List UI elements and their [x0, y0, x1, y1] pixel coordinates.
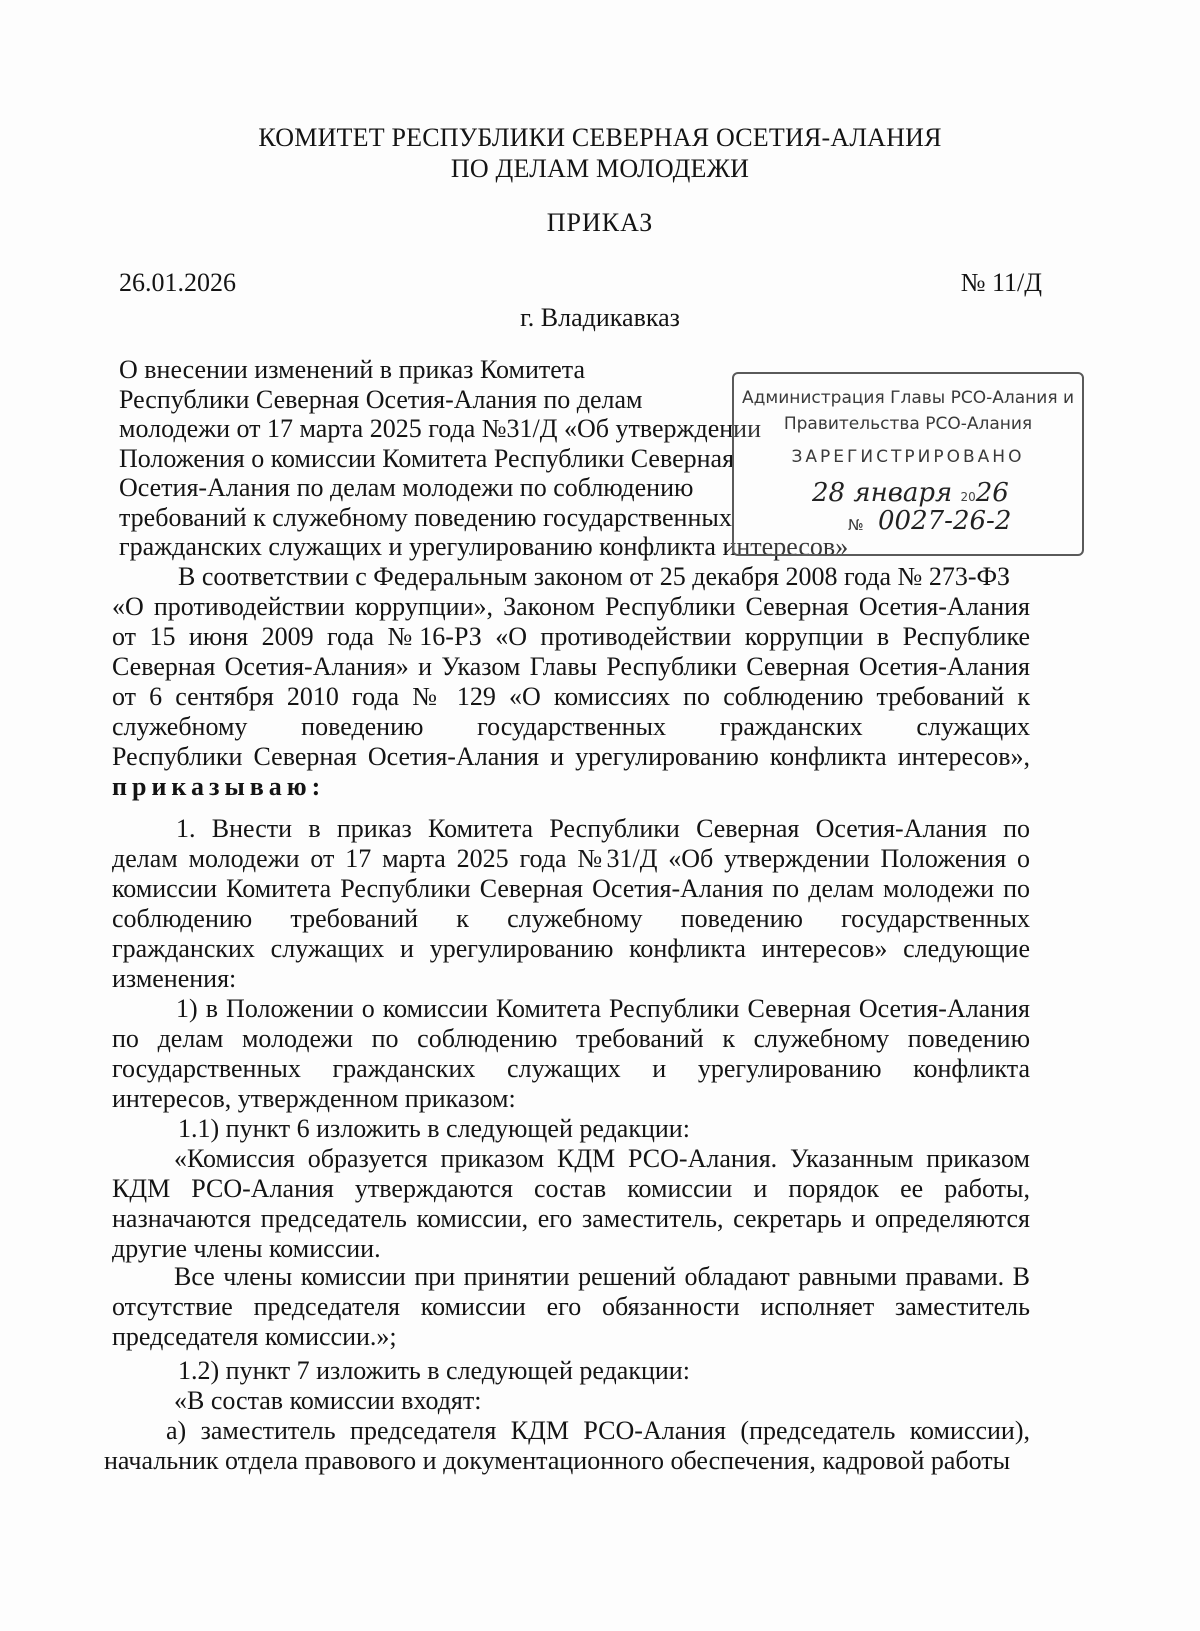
preamble	[112, 562, 1030, 802]
item-1-line: изменения:	[112, 964, 237, 993]
subitem-1-line: государственных гражданских служащих и урегулированию конфликта	[112, 1054, 1030, 1083]
preamble-line: В соответствии с Федеральным законом от 25 декабря 2008 года № 273-ФЗ	[178, 562, 1011, 591]
point-7-a-line: а) заместитель председателя КДМ РСО-Алания (председатель комиссии),	[166, 1416, 1030, 1445]
subject-line: О внесении изменений в приказ Комитета	[119, 355, 585, 384]
preamble-line: Республики Северная Осетия-Алания и урегулированию конфликта интересов»,	[112, 742, 1030, 771]
stamp-authority-line2: Правительства РСО-Алания	[783, 414, 1033, 434]
subitem-1-line: по делам молодежи по соблюдению требований к служебному поведению	[112, 1024, 1030, 1053]
subitem-1-line: интересов, утвержденном приказом:	[112, 1084, 516, 1113]
preamble-line: служебному поведению государственных гражданских служащих	[112, 712, 1030, 741]
organization-name-line1: КОМИТЕТ РЕСПУБЛИКИ СЕВЕРНАЯ ОСЕТИЯ-АЛАНИЯ	[258, 123, 942, 152]
point-6-line: «Комиссия образуется приказом КДМ РСО-Алания. Указанным приказом	[174, 1144, 1030, 1173]
point-7-heading: 1.2) пункт 7 изложить в следующей редакции:	[178, 1356, 690, 1385]
stamp-status: ЗАРЕГИСТРИРОВАНО	[791, 447, 1025, 467]
point-6-heading: 1.1) пункт 6 изложить в следующей редакции:	[178, 1114, 690, 1143]
document-date: 26.01.2026	[119, 268, 236, 297]
item-1-line: комиссии Комитета Республики Северная Осетия-Алания по делам молодежи по	[112, 874, 1030, 903]
subitem-1-line: 1) в Положении о комиссии Комитета Республики Северная Осетия-Алания	[176, 994, 1030, 1023]
registration-stamp	[732, 372, 1084, 556]
point-7-intro: «В состав комиссии входят:	[174, 1386, 482, 1415]
item-1-subitem-1	[112, 994, 1030, 1114]
stamp-authority-line1: Администрация Главы РСО-Алания и	[741, 388, 1074, 408]
item-1-line: гражданских служащих и урегулированию конфликта интересов» следующие	[112, 934, 1030, 963]
item-1-line: делам молодежи от 17 марта 2025 года №31/Д «Об утверждении Положения о	[112, 844, 1030, 873]
point-6-line: КДМ РСО-Алания утверждаются состав комиссии и порядок ее работы,	[112, 1174, 1030, 1203]
document-type: ПРИКАЗ	[546, 208, 654, 237]
subject-line: Осетия-Алания по делам молодежи по соблюдению	[119, 473, 694, 502]
point-6-continuation-line: председателя комиссии.»;	[112, 1322, 397, 1351]
subject-line: молодежи от 17 марта 2025 года №31/Д «Об утверждении	[119, 414, 762, 443]
preamble-line: от 6 сентября 2010 года № 129 «О комиссиях по соблюдению требований к	[112, 682, 1030, 711]
item-1	[112, 814, 1030, 994]
stamp-date	[812, 478, 1009, 508]
subject-line: гражданских служащих и урегулированию конфликта интересов»	[119, 532, 849, 561]
point-6	[112, 1114, 1030, 1264]
point-6-continuation	[112, 1262, 1030, 1352]
organization-name-line2: ПО ДЕЛАМ МОЛОДЕЖИ	[450, 154, 750, 183]
point-6-continuation-line: отсутствие председателя комиссии его обязанности исполняет заместитель	[112, 1292, 1030, 1321]
preamble-line: «О противодействии коррупции», Законом Республики Северная Осетия-Алания	[112, 592, 1030, 621]
item-1-line: 1. Внести в приказ Комитета Республики Северная Осетия-Алания по	[176, 814, 1030, 843]
order-word: приказываю:	[112, 772, 326, 801]
item-1-line: соблюдению требований к служебному поведению государственных	[112, 904, 1030, 933]
point-7	[104, 1356, 1030, 1476]
stamp-date-handwritten: 28 января	[812, 478, 953, 508]
subject-line: Республики Северная Осетия-Алания по делам	[119, 384, 643, 414]
point-6-line: назначаются председатель комиссии, его заместитель, секретарь и определяются	[112, 1204, 1030, 1233]
document-number: № 11/Д	[960, 268, 1042, 297]
point-6-continuation-line: Все члены комиссии при принятии решений обладают равными правами. В	[174, 1262, 1030, 1291]
point-7-a-line: начальник отдела правового и документационного обеспечения, кадровой работы	[104, 1446, 1011, 1475]
stamp-number-label: №	[848, 516, 864, 534]
stamp-year-handwritten: 26	[975, 478, 1009, 508]
preamble-line: от 15 июня 2009 года №16-РЗ «О противодействии коррупции в Республике	[112, 622, 1030, 651]
point-6-line: другие члены комиссии.	[112, 1234, 381, 1263]
stamp-number-handwritten: 0027-26-2	[878, 506, 1012, 536]
document-city: г. Владикавказ	[520, 303, 680, 332]
subject-line: требований к служебному поведению государственных	[119, 502, 732, 532]
stamp-year-prefix: 20	[960, 490, 976, 504]
subject-line: Положения о комиссии Комитета Республики Северная	[119, 443, 735, 473]
preamble-line: Северная Осетия-Алания» и Указом Главы Республики Северная Осетия-Алания	[112, 652, 1030, 681]
organization-header	[0, 122, 1200, 184]
